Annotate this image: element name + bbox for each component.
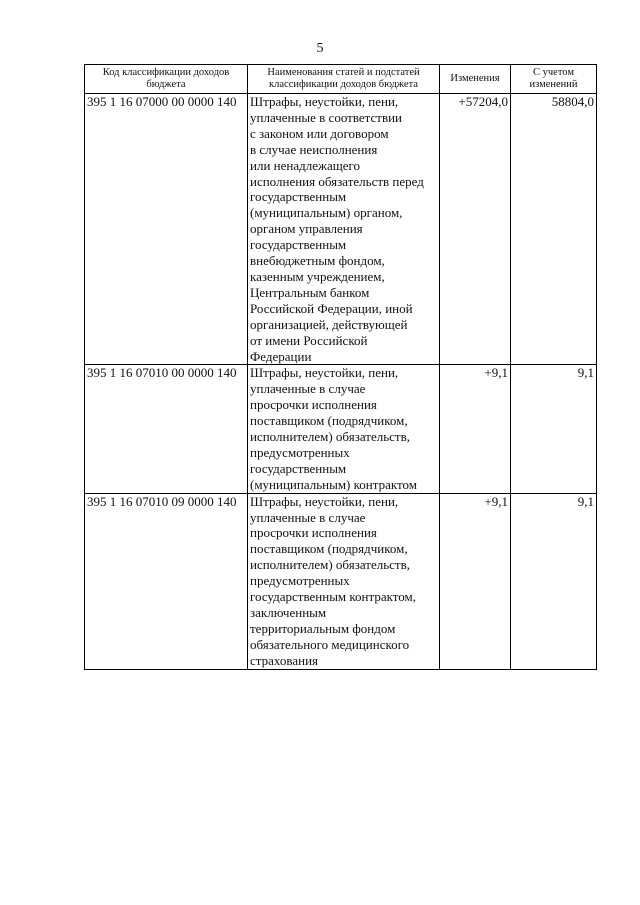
budget-revenue-table: [84, 64, 597, 670]
header-change: Изменения: [440, 65, 511, 94]
row-name-line: с законом или договором: [250, 125, 389, 141]
row-name-line: Штрафы, неустойки, пени,: [250, 493, 399, 509]
row-name-line: Центральным банком: [250, 284, 370, 300]
header-name: Наименования статей и подстатей классификации доходов бюджета: [248, 65, 440, 94]
row-name-line: исполнителем) обязательств,: [250, 429, 410, 445]
row-name-line: организацией, действующей: [250, 316, 408, 332]
row-name-line: в случае неисполнения: [250, 141, 378, 157]
row-name-line: уплаченные в соответствии: [250, 109, 403, 125]
row-name-line: от имени Российской: [250, 332, 368, 348]
row-name-line: просрочки исполнения: [250, 525, 377, 541]
row-name-line: Федерации: [250, 348, 312, 364]
row-code: 395 1 16 07010 00 0000 140: [85, 365, 248, 493]
row-change: +57204,0: [440, 94, 511, 365]
row-name: [248, 94, 440, 365]
row-name-line: поставщиком (подрядчиком,: [250, 541, 408, 557]
row-name-line: территориальным фондом: [250, 620, 396, 636]
row-total: 58804,0: [511, 94, 597, 365]
row-name-line: государственным контрактом,: [250, 589, 417, 605]
table-row: [85, 94, 597, 365]
header-total: С учетом изменений: [511, 65, 597, 94]
row-name-line: Штрафы, неустойки, пени,: [250, 94, 399, 109]
row-name-line: внебюджетным фондом,: [250, 253, 385, 269]
row-name-line: поставщиком (подрядчиком,: [250, 413, 408, 429]
table-row: [85, 493, 597, 669]
row-name-line: (муниципальным) контрактом: [250, 476, 417, 492]
row-name-line: или ненадлежащего: [250, 157, 361, 173]
row-name-line: страхования: [250, 652, 319, 668]
row-name-line: Российской Федерации, иной: [250, 300, 413, 316]
header-code: Код классификации доходов бюджета: [85, 65, 248, 94]
row-name-line: уплаченные в случае: [250, 509, 366, 525]
row-name-line: органом управления: [250, 221, 363, 237]
row-change: +9,1: [440, 493, 511, 669]
row-code: 395 1 16 07010 09 0000 140: [85, 493, 248, 669]
page-number: 5: [316, 41, 324, 56]
table-row: [85, 365, 597, 493]
row-total: 9,1: [511, 365, 597, 493]
row-name-line: (муниципальным) органом,: [250, 205, 403, 221]
row-name-line: предусмотренных: [250, 444, 350, 460]
row-name-line: предусмотренных: [250, 573, 350, 589]
row-name-line: Штрафы, неустойки, пени,: [250, 365, 399, 381]
table-header-row: [85, 65, 597, 94]
row-name: [248, 365, 440, 493]
row-total: 9,1: [511, 493, 597, 669]
row-code: 395 1 16 07000 00 0000 140: [85, 94, 248, 365]
row-name-line: государственным: [250, 189, 347, 205]
row-change: +9,1: [440, 365, 511, 493]
row-name-line: исполнителем) обязательств,: [250, 557, 410, 573]
row-name-line: просрочки исполнения: [250, 397, 377, 413]
row-name-line: уплаченные в случае: [250, 381, 366, 397]
row-name-line: государственным: [250, 460, 347, 476]
row-name-line: казенным учреждением,: [250, 268, 385, 284]
row-name-line: государственным: [250, 237, 347, 253]
row-name: [248, 493, 440, 669]
row-name-line: исполнения обязательств перед: [250, 173, 424, 189]
row-name-line: обязательного медицинского: [250, 636, 410, 652]
row-name-line: заключенным: [250, 605, 327, 620]
